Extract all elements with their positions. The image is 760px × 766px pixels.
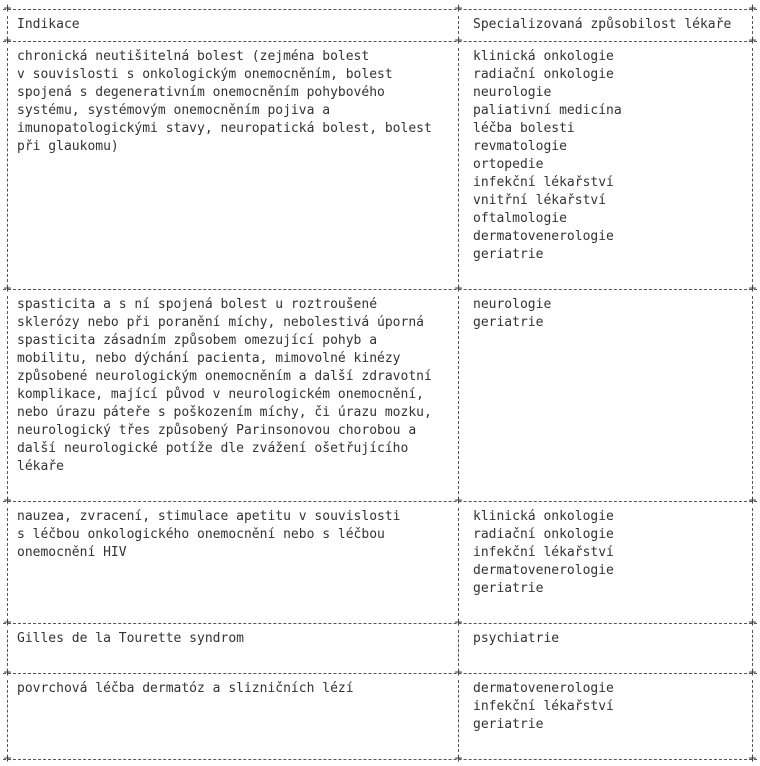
indication-line: nebo úrazu páteře s poškozením míchy, či úrazu mozku, xyxy=(17,405,432,420)
indication-line xyxy=(17,192,453,210)
specialty-line xyxy=(473,386,751,404)
table-rule: + + + xyxy=(3,281,757,296)
header-indication: Indikace xyxy=(17,17,80,32)
indication-cell xyxy=(3,48,459,282)
indication-line: v souvislosti s onkologickým onemocněním, bolest xyxy=(17,67,393,82)
specialty-line: revmatologie xyxy=(473,139,567,154)
specialty-line xyxy=(473,404,751,422)
specialty-line: geriatrie xyxy=(473,315,544,330)
indication-line: onemocnění HIV xyxy=(17,545,127,560)
specialty-line: paliativní medicína xyxy=(473,103,622,118)
specialty-line xyxy=(473,332,751,350)
table-row xyxy=(3,680,757,752)
specialty-line xyxy=(473,458,751,476)
specialty-line: neurologie xyxy=(473,297,552,312)
specialty-line: léčba bolesti xyxy=(473,121,575,136)
indication-line xyxy=(17,156,453,174)
specialty-line: geriatrie xyxy=(473,247,544,262)
table-row xyxy=(3,630,757,666)
specialty-cell xyxy=(459,630,757,666)
table-rule: + + + xyxy=(3,1,757,16)
specialty-cell xyxy=(459,680,757,752)
indication-line: lékaře xyxy=(17,459,64,474)
specialty-line xyxy=(473,734,751,752)
indication-line: další neurologické potíže dle zvážení ošetřujícího xyxy=(17,441,409,456)
indication-line: s léčbou onkologického onemocnění nebo s léčbou xyxy=(17,527,385,542)
indication-line xyxy=(17,476,453,494)
specialty-line: radiační onkologie xyxy=(473,67,614,82)
specialty-line: dermatovenerologie xyxy=(473,681,614,696)
indication-line xyxy=(17,246,453,264)
indication-cell xyxy=(3,296,459,494)
indication-line: imunopatologickými stavy, neuropatická bolest, bolest xyxy=(17,121,432,136)
specialty-line: dermatovenerologie xyxy=(473,563,614,578)
specialty-line: radiační onkologie xyxy=(473,527,614,542)
indication-line: systému, systémovým onemocněním pojiva a xyxy=(17,103,331,118)
specialty-line: vnitřní lékařství xyxy=(473,193,607,208)
indication-line xyxy=(17,210,453,228)
specialty-line: dermatovenerologie xyxy=(473,229,614,244)
specialty-line: ortopedie xyxy=(473,157,544,172)
specialty-line: geriatrie xyxy=(473,717,544,732)
indication-line: při glaukomu) xyxy=(17,139,119,154)
indication-line: sklerózy nebo při poranění míchy, nebolestivá úporná xyxy=(17,315,424,330)
indication-line: způsobené neurologickým onemocněním a další zdravotní xyxy=(17,369,432,384)
specialty-line xyxy=(473,648,751,666)
table-row xyxy=(3,296,757,494)
indication-line xyxy=(17,580,453,598)
indication-line: spasticita zásadním způsobem omezující pohyb a xyxy=(17,333,378,348)
specialty-line: klinická onkologie xyxy=(473,49,614,64)
indication-line xyxy=(17,228,453,246)
table-rule: + + + xyxy=(3,751,757,766)
indication-line xyxy=(17,174,453,192)
indication-table xyxy=(3,2,757,766)
indication-line xyxy=(17,598,453,616)
specialty-line xyxy=(473,368,751,386)
specialty-cell xyxy=(459,48,757,282)
indication-line xyxy=(17,264,453,282)
specialty-line xyxy=(473,598,751,616)
indication-line xyxy=(17,734,453,752)
header-row xyxy=(3,16,757,34)
table-rule: + + + xyxy=(3,33,757,48)
specialty-cell xyxy=(459,296,757,494)
specialty-line: neurologie xyxy=(473,85,552,100)
specialty-line xyxy=(473,422,751,440)
indication-line: povrchová léčba dermatóz a slizničních lézí xyxy=(17,681,354,696)
indication-line: komplikace, mající původ v neurologickém onemocnění, xyxy=(17,387,424,402)
specialty-line: infekční lékařství xyxy=(473,699,614,714)
header-specialty: Specializovaná způsobilost lékaře xyxy=(473,17,732,32)
indication-line: neurologický třes způsobený Parinsonovou chorobou a xyxy=(17,423,417,438)
specialty-line: infekční lékařství xyxy=(473,175,614,190)
indication-line: chronická neutišitelná bolest (zejména bolest xyxy=(17,49,370,64)
specialty-cell xyxy=(459,508,757,616)
specialty-line xyxy=(473,350,751,368)
specialty-line: psychiatrie xyxy=(473,631,560,646)
indication-line xyxy=(17,698,453,716)
table-rule: + + + xyxy=(3,665,757,680)
indication-line: mobilitu, nebo dýchání pacienta, mimovolné kinézy xyxy=(17,351,401,366)
specialty-line xyxy=(473,476,751,494)
specialty-line xyxy=(473,264,751,282)
indication-line: nauzea, zvracení, stimulace apetitu v souvislosti xyxy=(17,509,401,524)
specialty-line xyxy=(473,440,751,458)
specialty-line: klinická onkologie xyxy=(473,509,614,524)
table-row xyxy=(3,48,757,282)
indication-line: Gilles de la Tourette syndrom xyxy=(17,631,244,646)
specialty-line: infekční lékařství xyxy=(473,545,614,560)
indication-cell xyxy=(3,508,459,616)
table-row xyxy=(3,508,757,616)
indication-line xyxy=(17,562,453,580)
indication-cell xyxy=(3,680,459,752)
indication-cell xyxy=(3,630,459,666)
indication-line xyxy=(17,716,453,734)
specialty-line: geriatrie xyxy=(473,581,544,596)
specialty-line: oftalmologie xyxy=(473,211,567,226)
table-rule: + + + xyxy=(3,493,757,508)
indication-line: spasticita a s ní spojená bolest u roztroušené xyxy=(17,297,378,312)
indication-line xyxy=(17,648,453,666)
table-rule: + + + xyxy=(3,615,757,630)
indication-line: spojená s degenerativním onemocněním pohybového xyxy=(17,85,385,100)
